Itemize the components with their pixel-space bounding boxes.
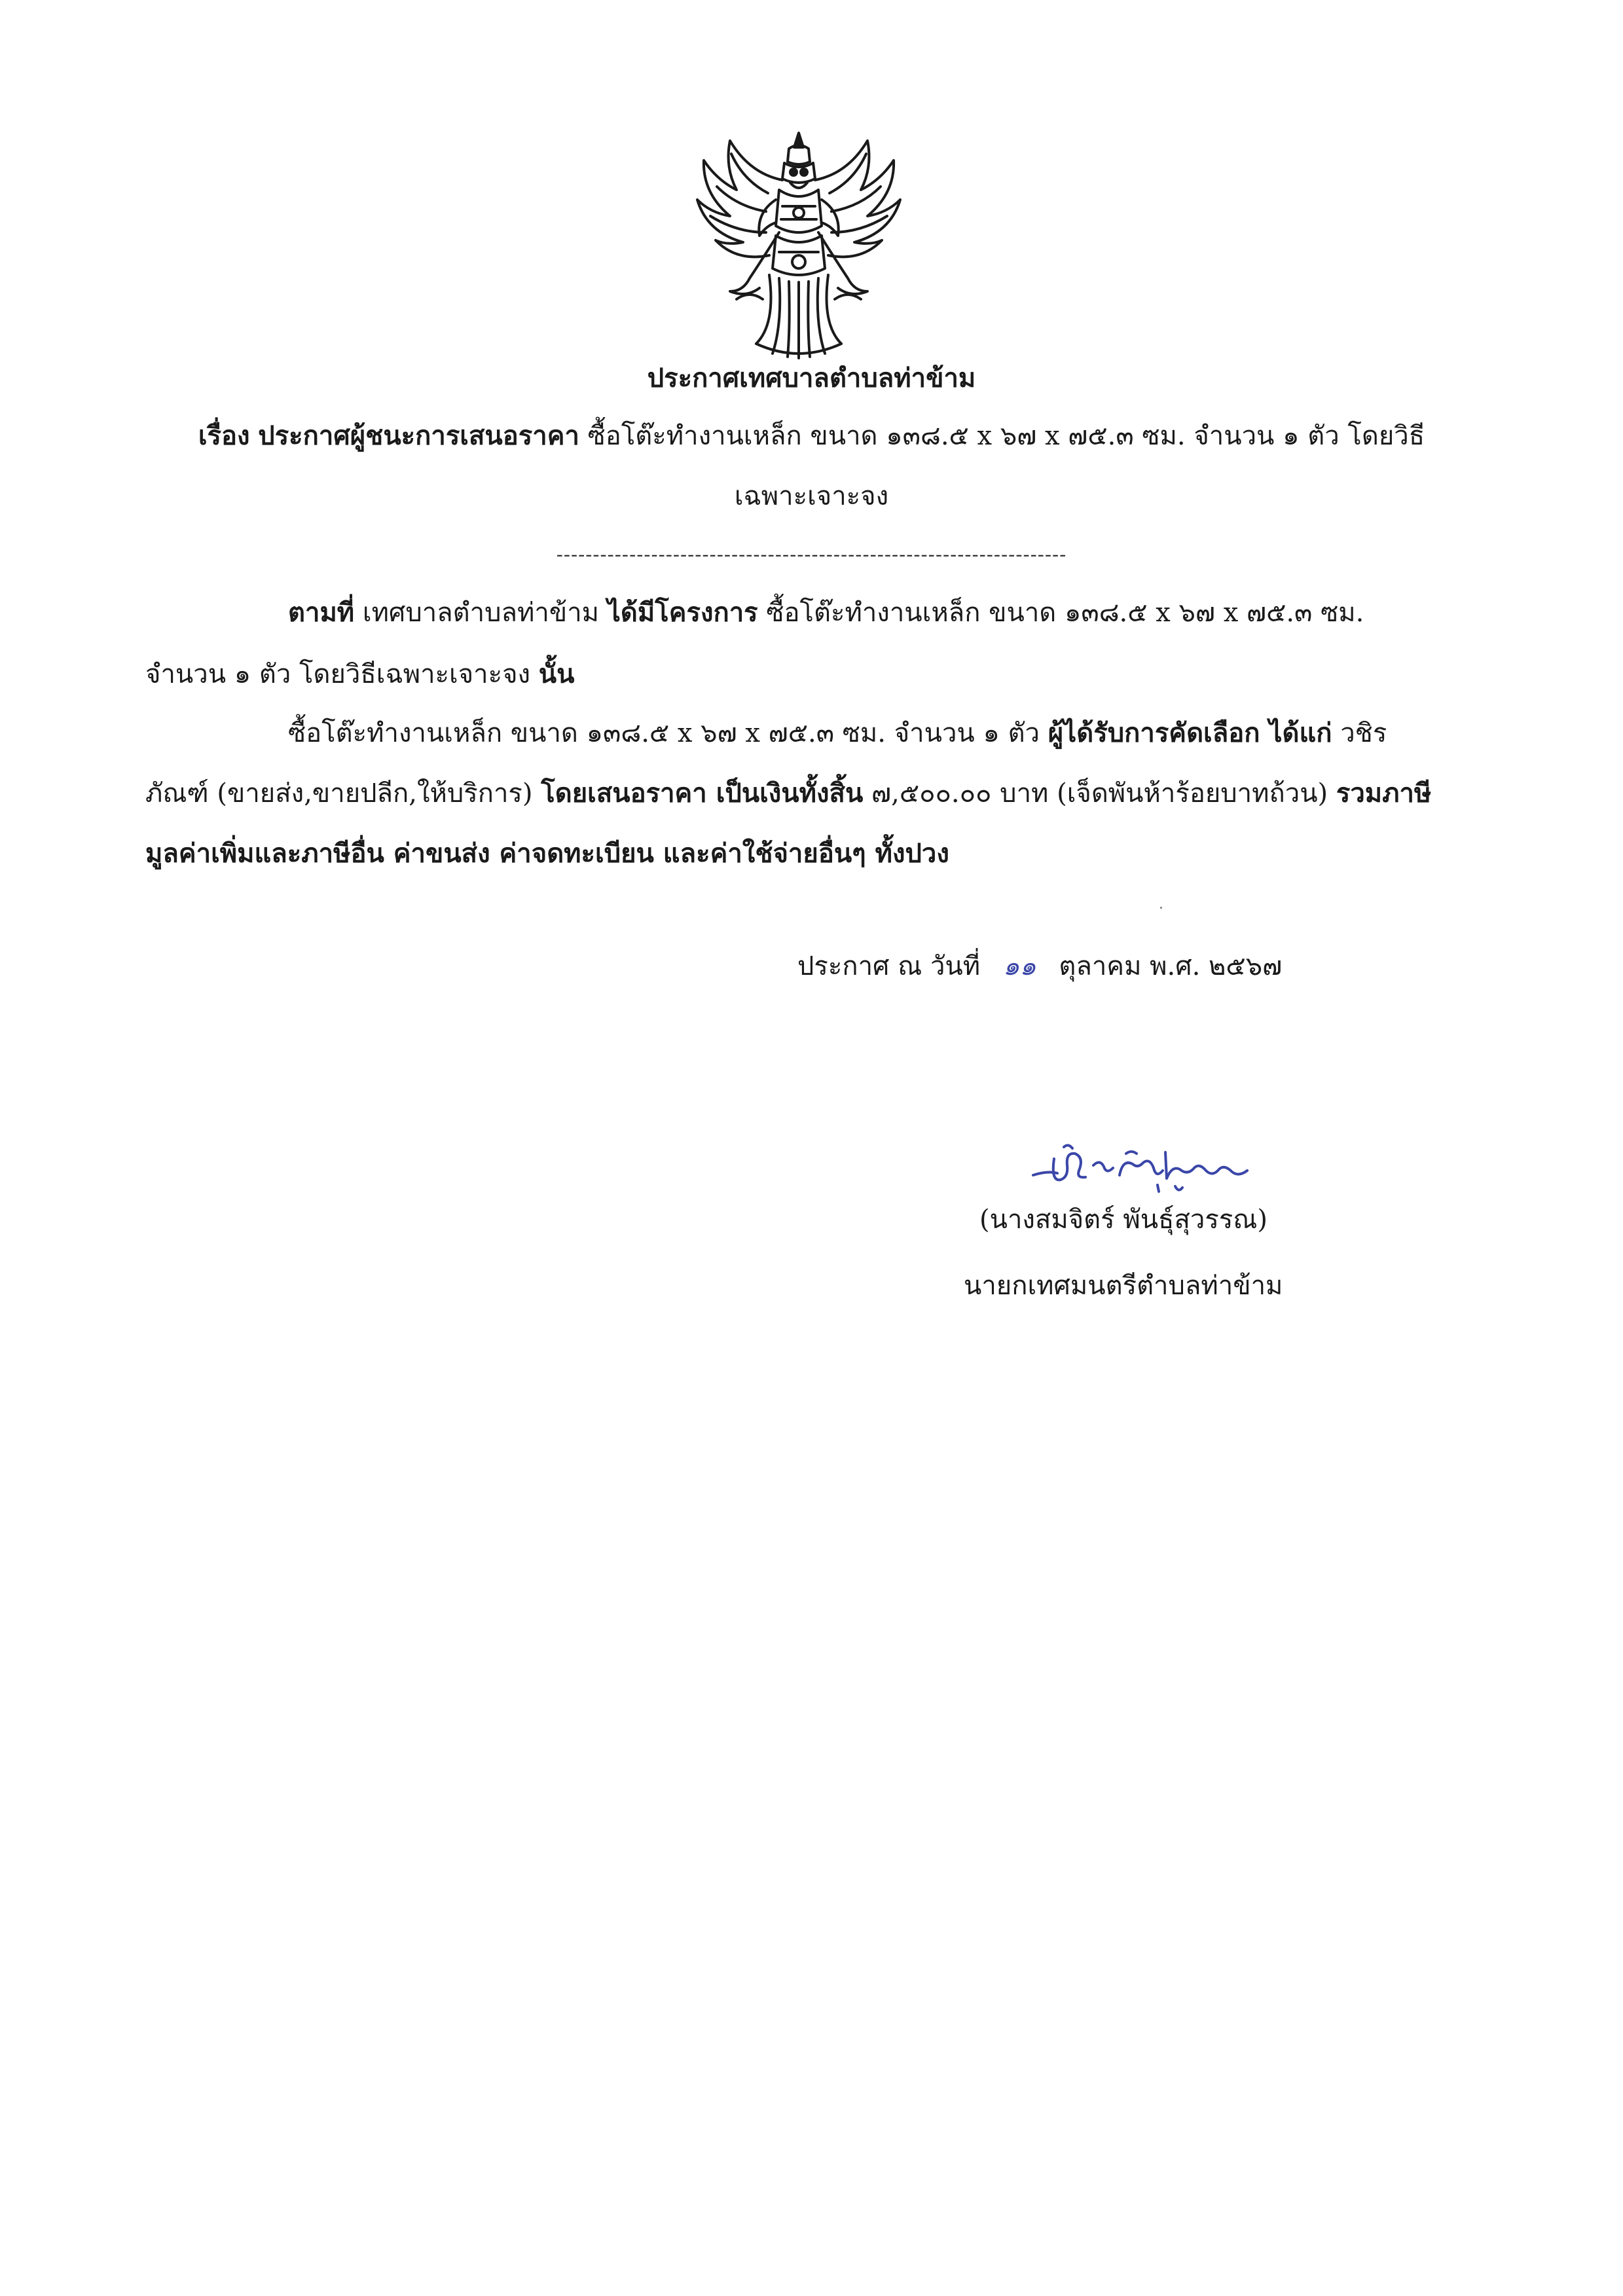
date-day-handwritten: ๑๑ <box>1002 951 1036 981</box>
p1-line2: จำนวน ๑ ตัว โดยวิธีเฉพาะเจาะจง <box>145 659 531 689</box>
subject-text: ซื้อโต๊ะทำงานเหล็ก ขนาด ๑๓๘.๕ x ๖๗ x ๗๕.๓ ซม. จำนวน ๑ ตัว โดยวิธี <box>587 421 1425 451</box>
date-prefix: ประกาศ ณ วันที่ <box>797 951 981 981</box>
p2-bold1: ผู้ได้รับการคัดเลือก ได้แก่ <box>1048 718 1332 748</box>
scan-speck <box>1160 907 1162 909</box>
p2-part1: ซื้อโต๊ะทำงานเหล็ก ขนาด ๑๓๘.๕ x ๖๗ x ๗๕.๓ ซม. จำนวน ๑ ตัว <box>288 718 1040 748</box>
date-month-year: ตุลาคม พ.ศ. ๒๕๖๗ <box>1059 951 1283 981</box>
p2-bold3: รวมภาษี <box>1336 778 1432 809</box>
p1-part2: ซื้อโต๊ะทำงานเหล็ก ขนาด ๑๓๘.๕ x ๖๗ x ๗๕.๓ ซม. <box>766 598 1364 628</box>
date-line <box>797 948 1282 985</box>
signatory-name: (นางสมจิตร์ พันธุ์สุวรรณ) <box>979 1205 1268 1235</box>
p2-bold2: โดยเสนอราคา เป็นเงินทั้งสิ้น <box>541 778 864 809</box>
p2-line2-part2: ๗,๕๐๐.๐๐ บาท (เจ็ดพันห้าร้อยบาทถ้วน) <box>871 778 1328 809</box>
signatory-position: นายกเทศมนตรีตำบลท่าข้าม <box>964 1271 1283 1301</box>
garuda-emblem-icon <box>691 128 907 360</box>
paragraph-2-line-2 <box>145 775 1431 812</box>
p1-lead: ตามที่ <box>288 597 355 628</box>
subject-label: เรื่อง <box>198 420 250 451</box>
p1-mid: ได้มีโครงการ <box>607 597 758 628</box>
p2-part2: วชิร <box>1340 718 1387 748</box>
p2-line2-part1: ภัณฑ์ (ขายส่ง,ขายปลีก,ให้บริการ) <box>145 778 533 809</box>
paragraph-1-line-1 <box>288 594 1364 631</box>
signature-icon <box>1028 1139 1270 1198</box>
p1-part1: เทศบาลตำบลท่าข้าม <box>362 598 600 628</box>
paragraph-2-line-3: มูลค่าเพิ่มและภาษีอื่น ค่าขนส่ง ค่าจดทะเบียน และค่าใช้จ่ายอื่นๆ ทั้งปวง <box>145 838 949 869</box>
paragraph-1-line-2 <box>145 656 574 693</box>
p1-end: นั้น <box>538 659 575 689</box>
subject-bold: ประกาศผู้ชนะการเสนอราคา <box>258 420 579 451</box>
subject-line-2: เฉพาะเจาะจง <box>734 481 889 511</box>
separator: ---------------------------------------------------------------------- <box>556 543 1067 566</box>
document-title: ประกาศเทศบาลตำบลท่าข้าม <box>647 363 976 393</box>
paragraph-2-line-1 <box>288 715 1387 752</box>
subject-line <box>0 418 1623 454</box>
